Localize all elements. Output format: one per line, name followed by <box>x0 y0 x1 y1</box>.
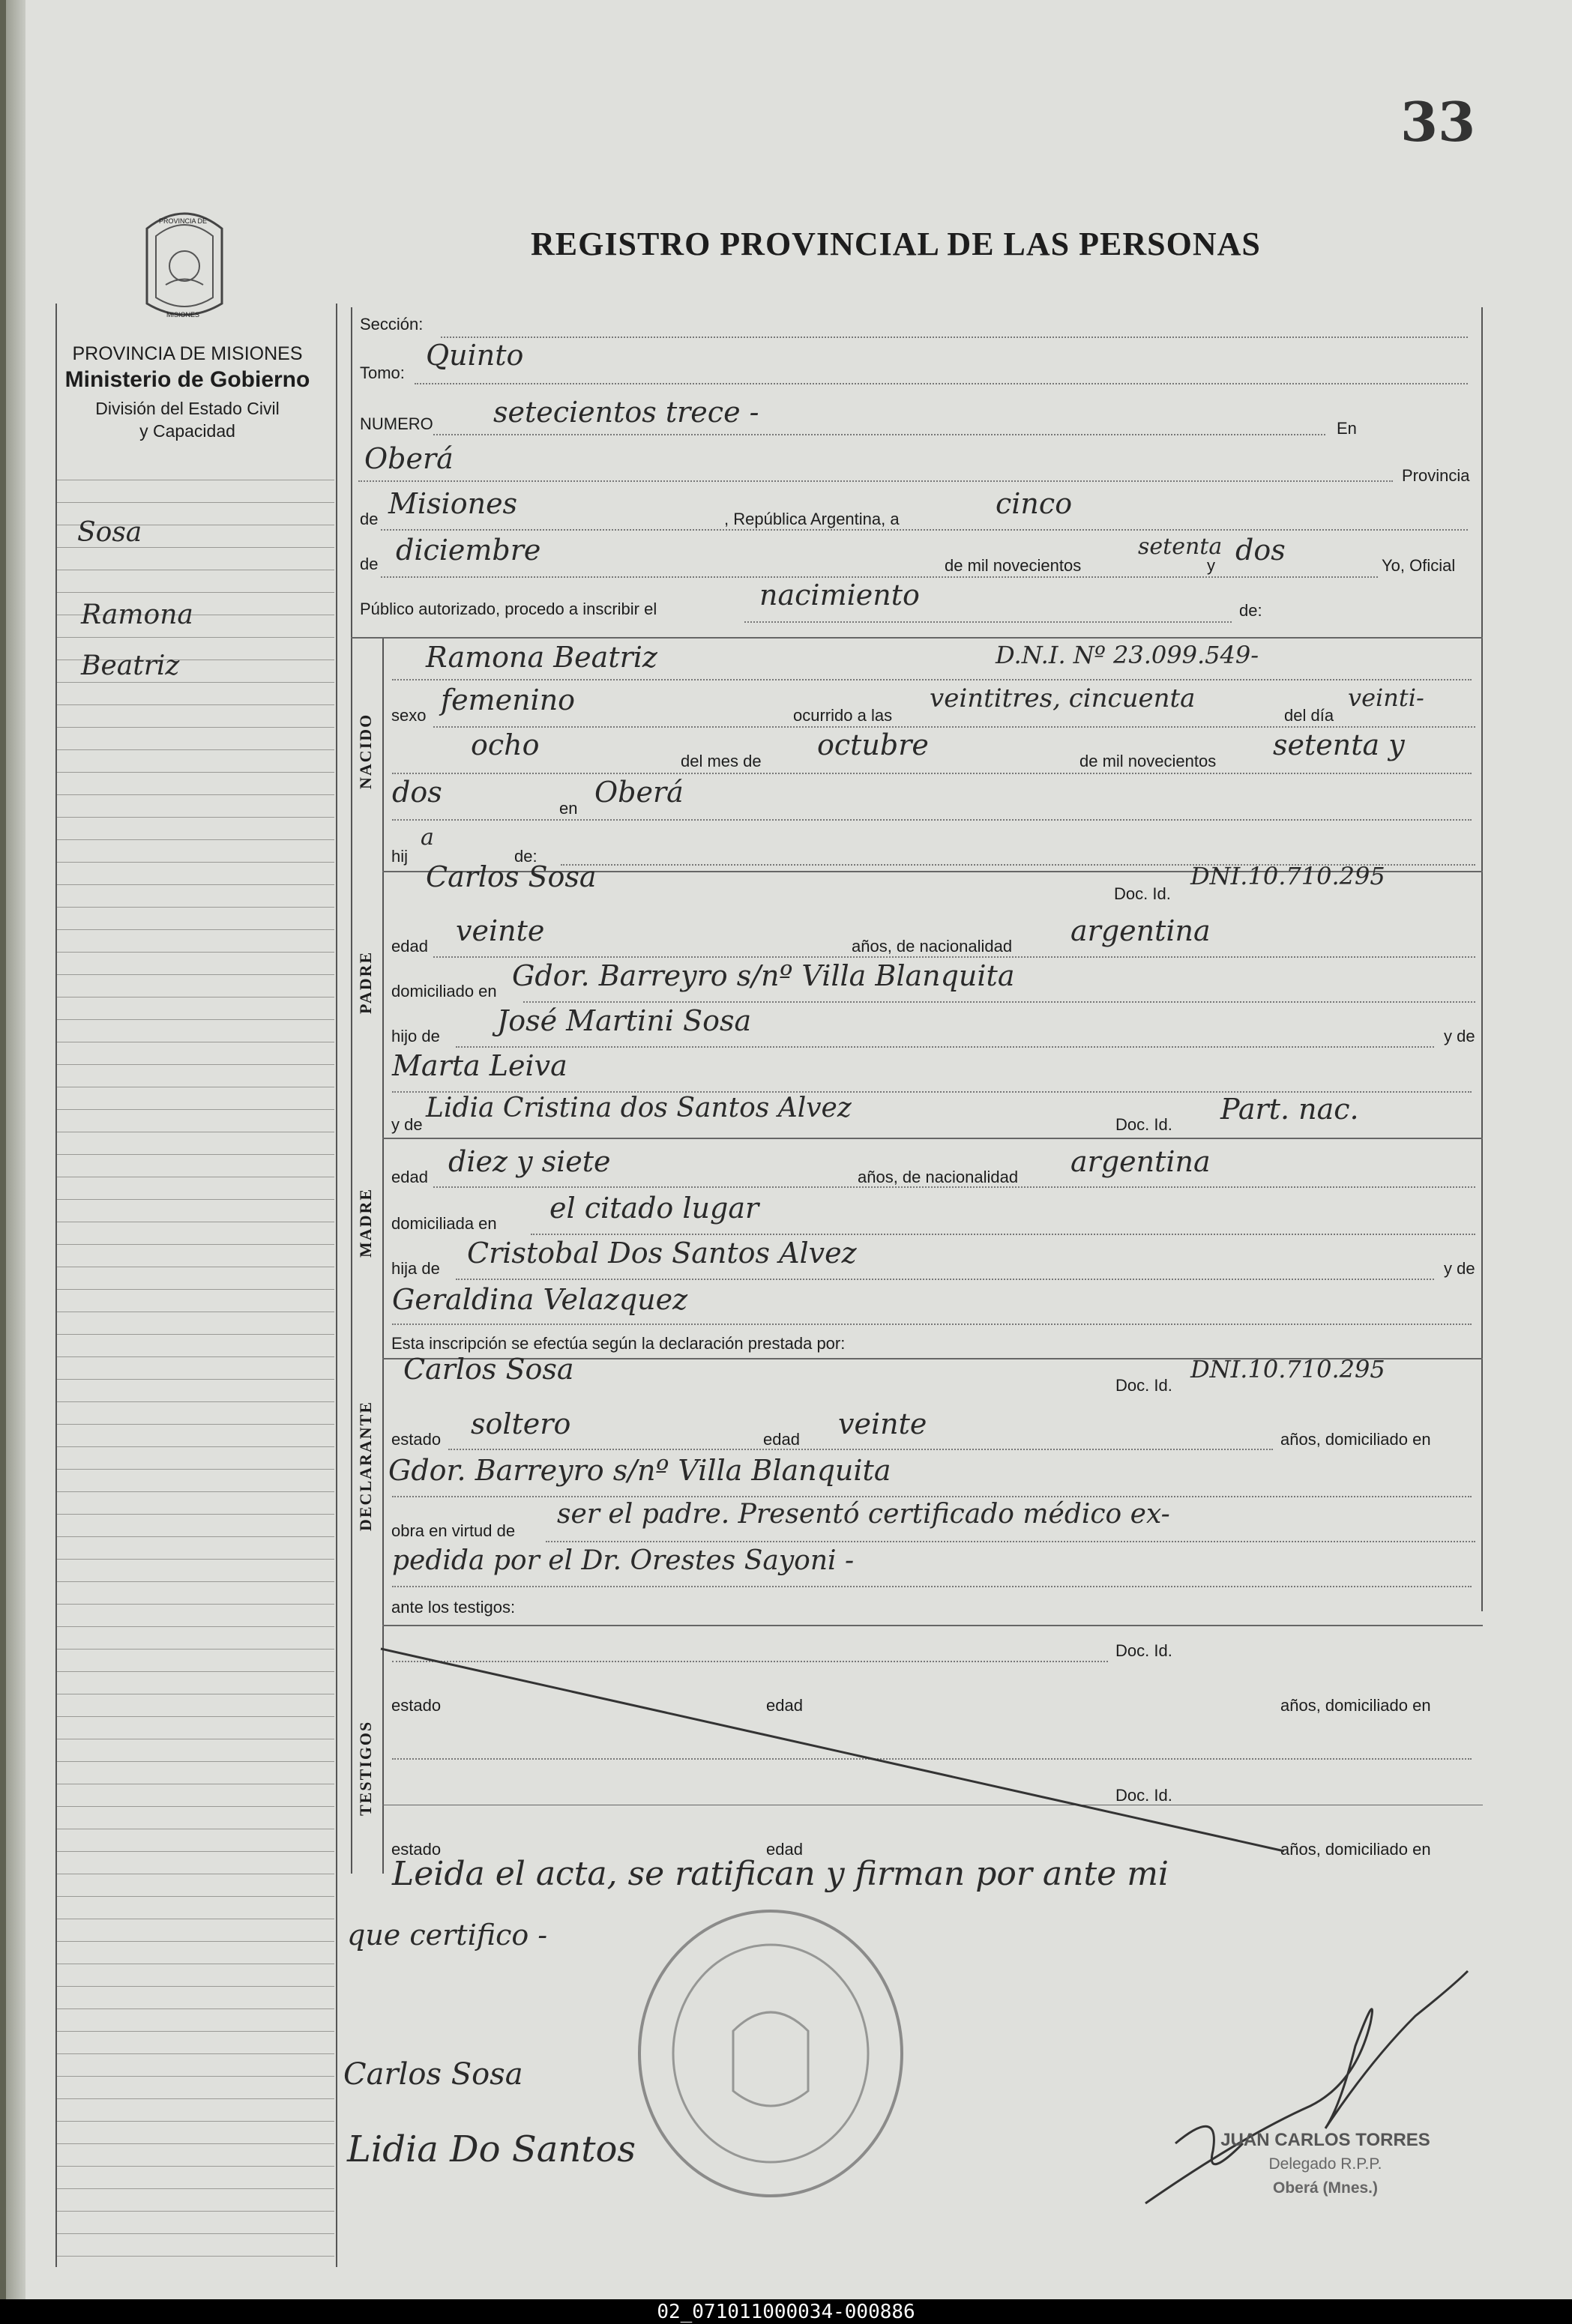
margin-rule <box>57 772 334 773</box>
value-decl-dom: Gdor. Barreyro s/nº Villa Blanquita <box>388 1454 891 1487</box>
label-ocurrido: ocurrido a las <box>793 706 893 725</box>
label-anos-nac-padre: años, de nacionalidad <box>852 937 1013 956</box>
label-republica: , República Argentina, a <box>724 510 900 528</box>
line-sexo <box>433 725 1475 728</box>
value-lugar-nac: Oberá <box>594 776 684 809</box>
signature-carlos: Carlos Sosa <box>343 2057 523 2092</box>
value-madre-doc: Part. nac. <box>1220 1093 1359 1126</box>
line-nombre <box>392 678 1472 680</box>
label-hij: hij <box>391 847 409 866</box>
label-yo-oficial: Yo, Oficial <box>1382 556 1456 575</box>
label-del-mes: del mes de <box>681 752 762 770</box>
value-sexo: femenino <box>441 683 576 716</box>
value-acto: nacimiento <box>759 579 920 612</box>
margin-rule <box>57 2166 334 2167</box>
rule-nacido-top <box>351 637 1483 639</box>
document-id-label: 02_071011000034-000886 <box>657 2301 915 2323</box>
seal-text-top: PROVINCIA DE <box>158 217 207 225</box>
label-domiciliada: domiciliada en <box>391 1214 497 1233</box>
margin-rule <box>57 1604 334 1605</box>
margin-rule <box>57 1514 334 1515</box>
margin-rule <box>57 1064 334 1065</box>
value-anio-nac-a: setenta y <box>1273 728 1405 761</box>
label-publico: Público autorizado, procedo a inscribir el <box>360 600 657 618</box>
value-anio-a: setenta <box>1138 534 1223 560</box>
margin-rule <box>57 2076 334 2077</box>
margin-rule <box>57 2053 334 2054</box>
line-seccion <box>441 336 1468 338</box>
margin-rule <box>57 592 334 593</box>
margin-rule <box>57 727 334 728</box>
form-left-border <box>351 307 352 1874</box>
label-esta-inscripcion: Esta inscripción se efectúa según la declaración prestada por: <box>391 1334 846 1353</box>
margin-rule <box>57 2211 334 2212</box>
margin-rule <box>57 1491 334 1492</box>
section-declarante: DECLARANTE <box>356 1400 375 1531</box>
section-padre: PADRE <box>356 950 375 1014</box>
margin-rule <box>57 1356 334 1357</box>
line-estado-decl <box>448 1448 1273 1450</box>
section-testigos: TESTIGOS <box>356 1720 375 1816</box>
margin-rule <box>57 974 334 975</box>
value-declarante: Carlos Sosa <box>403 1353 574 1386</box>
value-mes: diciembre <box>396 534 541 567</box>
margin-rule <box>57 794 334 795</box>
section-nacido: NACIDO <box>356 713 375 789</box>
value-tomo: Quinto <box>426 339 524 372</box>
value-abuela-m: Geraldina Velazquez <box>392 1283 688 1316</box>
margin-rule <box>57 1109 334 1110</box>
value-nombre: Ramona Beatriz <box>426 641 657 674</box>
label-estado-t2: estado <box>391 1840 442 1859</box>
official-stamp-place: Oberá (Mnes.) <box>1272 2179 1379 2197</box>
value-obra-b: pedida por el Dr. Orestes Sayoni - <box>392 1545 855 1576</box>
value-padre-edad: veinte <box>456 914 545 947</box>
label-edad-decl: edad <box>763 1430 800 1449</box>
line-fecha-nac <box>392 772 1472 774</box>
value-madre: Lidia Cristina dos Santos Alvez <box>426 1093 852 1123</box>
division-label-2: y Capacidad <box>139 421 235 441</box>
margin-rule <box>57 2143 334 2144</box>
line-obra-b <box>392 1585 1472 1587</box>
label-de-2: de <box>360 555 379 573</box>
margin-rule <box>57 952 334 953</box>
value-madre-edad: diez y siete <box>448 1145 611 1178</box>
label-edad-padre: edad <box>391 937 428 956</box>
margin-rule <box>57 1941 334 1942</box>
line-dom-padre <box>523 1000 1475 1003</box>
value-abuela-p: Marta Leiva <box>392 1049 567 1082</box>
value-decl-edad: veinte <box>838 1407 927 1440</box>
testigos-strike-line <box>377 1645 1292 1855</box>
label-obra: obra en virtud de <box>391 1521 516 1540</box>
margin-rule <box>57 704 334 705</box>
rule-madre-top <box>382 1138 1483 1139</box>
value-anio-nac-b: dos <box>392 776 442 809</box>
value-numero: setecientos trece - <box>493 396 759 429</box>
value-decl-estado: soltero <box>471 1407 571 1440</box>
value-hora: veintitres, cincuenta <box>930 683 1196 713</box>
label-ante: ante los testigos: <box>391 1598 516 1617</box>
margin-rule <box>57 2098 334 2099</box>
line-abuela-m <box>392 1323 1472 1325</box>
margin-rule <box>57 1424 334 1425</box>
label-edad-t1: edad <box>766 1696 803 1715</box>
registry-seal-icon <box>628 1904 913 2203</box>
official-stamp-role: Delegado R.P.P. <box>1268 2155 1382 2173</box>
line-fecha <box>381 576 1378 578</box>
value-dni: D.N.I. Nº 23.099.549- <box>996 641 1259 669</box>
label-de-mil: de mil novecientos <box>945 556 1082 575</box>
section-madre: MADRE <box>356 1187 375 1258</box>
document-page <box>6 0 1572 2299</box>
margin-rule <box>57 1334 334 1335</box>
margin-rule <box>57 502 334 503</box>
label-domiciliado: domiciliado en <box>391 982 497 1000</box>
province-label: PROVINCIA DE MISIONES <box>72 343 303 364</box>
margin-rule <box>57 1806 334 1807</box>
value-provincia: Misiones <box>388 487 518 520</box>
value-dia: cinco <box>996 487 1073 520</box>
label-de-mil-nov: de mil novecientos <box>1079 752 1217 770</box>
label-anos-dom-t1: años, domiciliado en <box>1280 1696 1431 1715</box>
margin-rule <box>57 1851 334 1852</box>
line-lugar <box>358 480 1393 482</box>
margin-rule <box>57 2188 334 2189</box>
margin-rule <box>57 1446 334 1447</box>
form-right-border <box>1481 307 1483 1611</box>
margin-rule <box>57 1986 334 1987</box>
value-lugar: Oberá <box>364 442 454 475</box>
margin-rule <box>57 1581 334 1582</box>
value-abuelo-p: José Martini Sosa <box>497 1004 752 1037</box>
line-tomo <box>415 382 1468 384</box>
line-lugar-nac <box>392 818 1472 821</box>
value-anio-b: dos <box>1235 534 1286 567</box>
margin-rule <box>57 1154 334 1155</box>
margin-rule <box>57 884 334 885</box>
value-cierre-a: Leida el acta, se ratifican y firman por ante mi <box>392 1855 1169 1893</box>
line-obra <box>546 1540 1475 1542</box>
value-dia-nac-a: veinti- <box>1348 683 1424 712</box>
value-hij-suffix: a <box>421 824 434 851</box>
margin-rule <box>57 1761 334 1762</box>
margin-rule <box>57 1401 334 1402</box>
page-number: 33 <box>1400 90 1476 154</box>
ministry-label: Ministerio de Gobierno <box>64 367 310 392</box>
label-de-1: de <box>360 510 379 528</box>
line-provincia <box>381 528 1468 531</box>
value-madre-dom: el citado lugar <box>549 1192 759 1225</box>
label-y-de-1: y de <box>1444 1027 1475 1045</box>
margin-rule <box>57 2121 334 2122</box>
line-numero <box>433 433 1325 435</box>
value-decl-doc: DNI.10.710.295 <box>1190 1355 1385 1383</box>
line-acto <box>744 621 1232 623</box>
value-padre-doc: DNI.10.710.295 <box>1190 862 1385 890</box>
label-de-colon-2: de: <box>514 847 537 866</box>
label-anos-dom-decl: años, domiciliado en <box>1280 1430 1431 1449</box>
label-y-de-2: y de <box>1444 1259 1475 1278</box>
book-spine <box>6 0 25 2299</box>
label-en-lugar: en <box>559 799 578 818</box>
label-en: En <box>1337 419 1357 438</box>
label-doc-id-2: Doc. Id. <box>1115 1115 1172 1134</box>
line-edad-padre <box>433 956 1475 958</box>
margin-rule <box>57 1379 334 1380</box>
label-sexo: sexo <box>391 706 427 725</box>
label-edad-madre: edad <box>391 1168 428 1186</box>
label-doc-id-1: Doc. Id. <box>1114 884 1171 903</box>
line-edad-madre <box>433 1186 1475 1188</box>
signature-lidia: Lidia Do Santos <box>347 2128 636 2170</box>
line-hija-de <box>456 1278 1434 1280</box>
value-madre-nac: argentina <box>1070 1145 1211 1178</box>
margin-rule <box>57 2031 334 2032</box>
label-del-dia: del día <box>1284 706 1334 725</box>
label-estado-decl: estado <box>391 1430 442 1449</box>
label-doc-id-5: Doc. Id. <box>1115 1786 1172 1805</box>
label-y-de-start: y de <box>391 1115 423 1134</box>
margin-rule <box>57 1649 334 1650</box>
margin-rule <box>57 1716 334 1717</box>
margin-rule <box>57 2256 334 2257</box>
label-hijo-de: hijo de <box>391 1027 440 1045</box>
line-decl-dom <box>392 1495 1472 1497</box>
margin-given-2: Beatriz <box>81 651 180 681</box>
value-cierre-b: que certifico - <box>347 1919 548 1952</box>
margin-rule <box>57 1469 334 1470</box>
margin-rule <box>57 862 334 863</box>
label-seccion: Sección: <box>360 315 424 333</box>
line-hijo-de <box>456 1045 1434 1048</box>
rule-testigos-top <box>382 1625 1483 1626</box>
margin-surname: Sosa <box>77 517 142 548</box>
label-hija-de: hija de <box>391 1259 440 1278</box>
division-label: División del Estado Civil <box>95 399 280 418</box>
margin-rule <box>57 1896 334 1897</box>
margin-rule <box>57 929 334 930</box>
value-mes-nac: octubre <box>817 728 929 761</box>
seal-text-bottom: MISIONES <box>166 311 199 319</box>
margin-rule <box>57 1244 334 1245</box>
label-estado-t1: estado <box>391 1696 442 1715</box>
official-stamp-name: JUAN CARLOS TORRES <box>1220 2130 1430 2150</box>
label-y: y <box>1207 556 1215 575</box>
value-dia-nac-b: ocho <box>471 728 540 761</box>
margin-rule <box>57 907 334 908</box>
label-doc-id-4: Doc. Id. <box>1115 1641 1172 1660</box>
label-anos-nac-madre: años, de nacionalidad <box>858 1168 1019 1186</box>
page-title: REGISTRO PROVINCIAL DE LAS PERSONAS <box>531 226 1261 262</box>
line-dom-madre <box>531 1233 1475 1235</box>
label-numero: NUMERO <box>360 414 433 433</box>
value-padre: Carlos Sosa <box>426 860 597 893</box>
margin-rule <box>57 1199 334 1200</box>
value-abuelo-m: Cristobal Dos Santos Alvez <box>467 1237 857 1270</box>
value-obra-a: ser el padre. Presentó certificado médico ex- <box>557 1499 1170 1530</box>
margin-left-border <box>55 304 57 2267</box>
margin-rule <box>57 839 334 840</box>
margin-given-1: Ramona <box>81 600 193 630</box>
margin-rule <box>57 1626 334 1627</box>
value-padre-nac: argentina <box>1070 914 1211 947</box>
margin-rule <box>57 637 334 638</box>
margin-rule <box>57 1671 334 1672</box>
label-doc-id-3: Doc. Id. <box>1115 1376 1172 1395</box>
label-provincia: Provincia <box>1402 466 1470 485</box>
margin-right-border <box>336 304 337 2267</box>
margin-rule <box>57 749 334 750</box>
margin-rule <box>57 1019 334 1020</box>
margin-rule <box>57 1559 334 1560</box>
value-padre-dom: Gdor. Barreyro s/nº Villa Blanquita <box>512 959 1015 992</box>
margin-rule <box>57 817 334 818</box>
label-anos-dom-t2: años, domiciliado en <box>1280 1840 1431 1859</box>
margin-rule <box>57 2008 334 2009</box>
label-edad-t2: edad <box>766 1840 803 1859</box>
margin-rule <box>57 682 334 683</box>
margin-rule <box>57 1289 334 1290</box>
label-tomo: Tomo: <box>360 363 405 382</box>
margin-rule <box>57 1536 334 1537</box>
label-de-colon: de: <box>1239 601 1262 620</box>
margin-rule <box>57 2233 334 2234</box>
